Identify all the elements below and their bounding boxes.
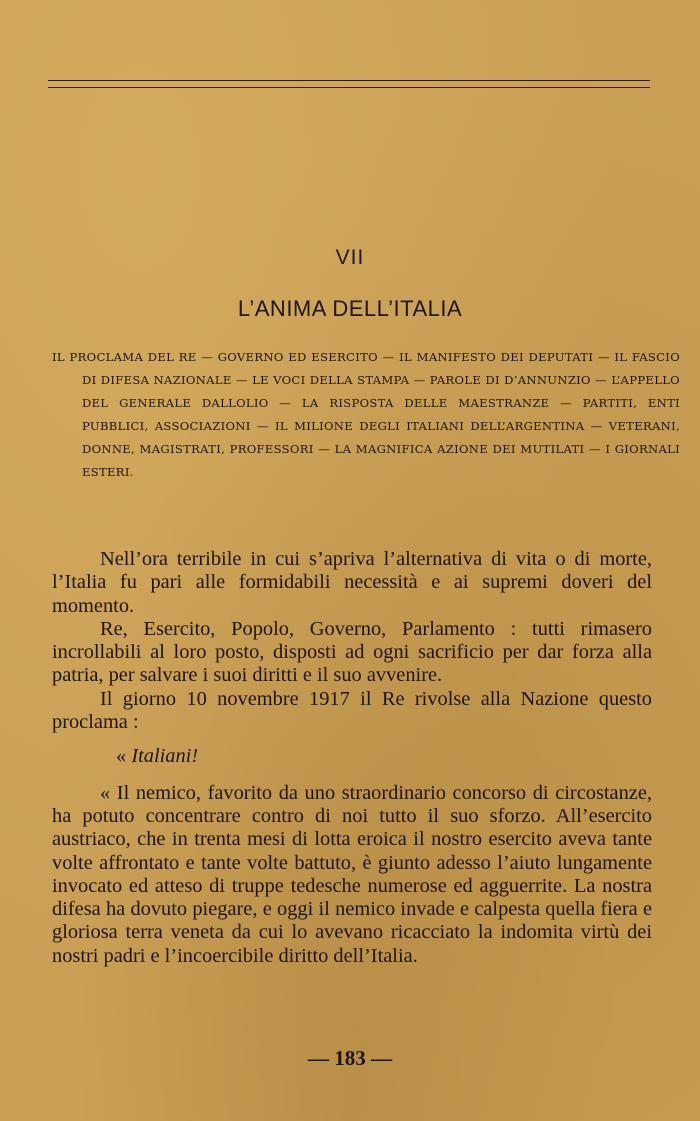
top-rule: [48, 80, 650, 81]
paragraph: Nell’ora terribile in cui s’apriva l’alternativa di vita o di morte, l’Italia fu pari alle formidabili necessità e ai supremi doveri del momento.: [52, 548, 652, 617]
proclamation-paragraph: « Il nemico, favorito da uno straordinario concorso di circostanze, ha potuto concentrare contro di noi tutto il suo sforzo. All’esercito austriaco, che in trenta mesi di lotta eroica il nostro esercito aveva tante volte affrontato e tante volte battuto, è giunto adesso l’aiuto lungamente invocato ed atteso di truppe tedesche numerose ed agguerrite. La nostra difesa ha dovuto piegare, e oggi il nemico invade e calpesta quella fiera e gloriosa terra veneta da cui lo avevano ricacciato la indomita virtù dei nostri padri e l’incoercibile diritto dell’Italia.: [52, 781, 652, 967]
body-text: [52, 548, 652, 968]
opening-quote: «: [116, 745, 127, 768]
chapter-title: L’ANIMA DELL’ITALIA: [237, 296, 463, 321]
proclamation-salutation: [52, 745, 652, 768]
salutation-text: Italiani!: [131, 745, 199, 768]
paragraph: Re, Esercito, Popolo, Governo, Parlamento : tutti rimasero incrollabili al loro posto, disposti ad ogni sacrificio per dar forza alla patria, per salvare i suoi diritti e il suo avvenire.: [52, 617, 652, 687]
chapter-summary: IL PROCLAMA DEL RE — GOVERNO ED ESERCITO — IL MANIFESTO DEI DEPUTATI — IL FASCIO DI DIFESA NAZIONALE — LE VOCI DELLA STAMPA — PAROLE DI D’ANNUNZIO — L’APPELLO DEL GENERALE DALLOLIO — LA RISPOSTA DELLE MAESTRANZE — PARTITI, ENTI PUBBLICI, ASSOCIAZIONI — IL MILIONE DEGLI ITALIANI DELL’ARGENTINA — VETERANI, DONNE, MAGISTRATI, PROFESSORI — LA MAGNIFICA AZIONE DEI MUTILATI — I GIORNALI ESTERI.: [52, 350, 680, 480]
page-number: — 183 —: [308, 1046, 392, 1070]
paragraph: Il giorno 10 novembre 1917 il Re rivolse alla Nazione questo proclama :: [52, 687, 652, 734]
top-rule-secondary: [48, 87, 650, 88]
chapter-number: VII: [335, 246, 365, 269]
